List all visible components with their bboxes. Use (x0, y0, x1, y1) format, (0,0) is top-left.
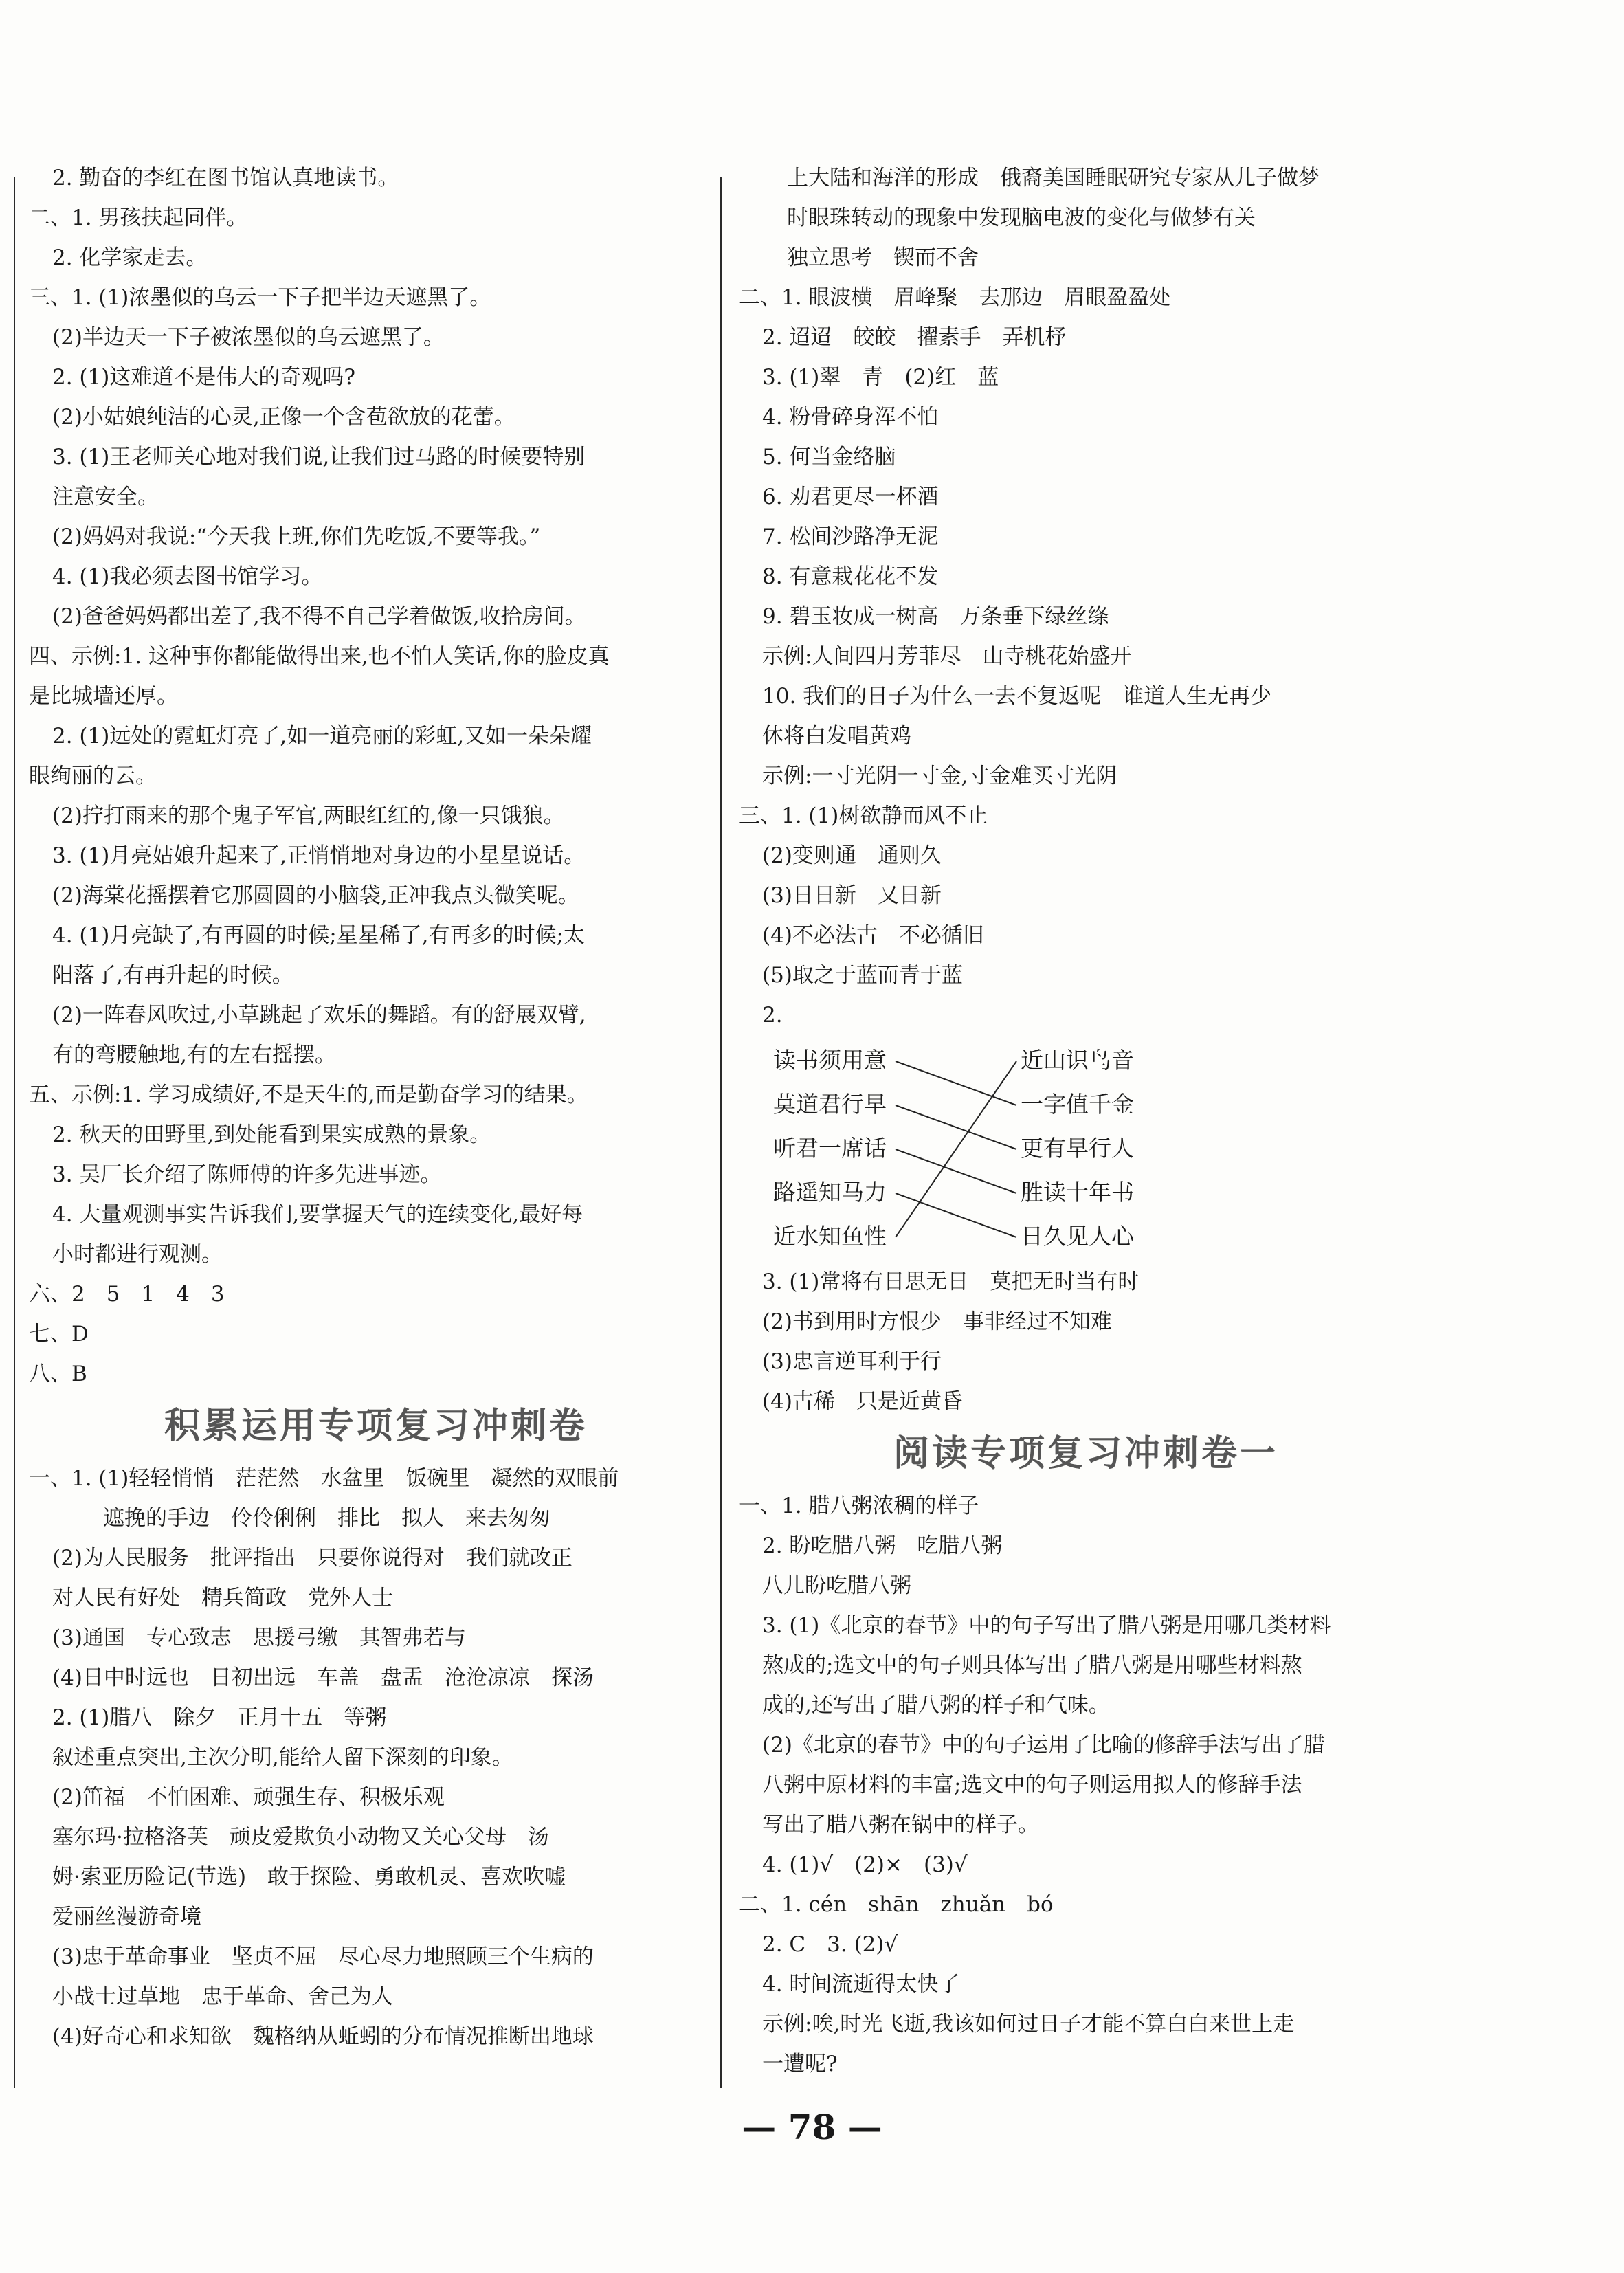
answer-line: 4. (1)月亮缺了,有再圆的时候;星星稀了,有再多的时候;太 (52, 923, 585, 948)
answer-line: 2. (1)远处的霓虹灯亮了,如一道亮丽的彩虹,又如一朵朵耀 (52, 724, 592, 749)
answer-line: 七、D (29, 1322, 89, 1346)
page-footer: — 78 — (742, 2107, 882, 2147)
answer-line: 3. (1)月亮姑娘升起来了,正悄悄地对身边的小星星说话。 (52, 843, 586, 868)
answer-line: 7. 松间沙路净无泥 (762, 524, 939, 549)
answer-line: (4)日中时远也 日初出远 车盖 盘盂 沧沧凉凉 探汤 (52, 1665, 594, 1690)
matching-right-item: 一字值千金 (1021, 1091, 1134, 1118)
answer-line: 4. (1)我必须去图书馆学习。 (52, 564, 323, 589)
answer-line: 眼绚丽的云。 (29, 764, 157, 788)
answer-line: 四、示例:1. 这种事你都能做得出来,也不怕人笑话,你的脸皮真 (29, 644, 610, 669)
left-column (29, 158, 723, 2056)
answer-line: 2. 勤奋的李红在图书馆认真地读书。 (52, 166, 399, 190)
answer-line: 休将白发唱黄鸡 (762, 724, 911, 749)
answer-line: 4. 大量观测事实告诉我们,要掌握天气的连续变化,最好每 (52, 1202, 583, 1227)
answer-line: 六、2 5 1 4 3 (29, 1282, 225, 1307)
answer-line: 一、1. 腊八粥浓稠的样子 (739, 1494, 979, 1518)
matching-left-item: 莫道君行早 (773, 1091, 887, 1118)
section-title: 阅读专项复习冲刺卷一 (893, 1432, 1278, 1474)
answer-line: (2)为人民服务 批评指出 只要你说得对 我们就改正 (52, 1546, 572, 1571)
section-title: 积累运用专项复习冲刺卷 (164, 1405, 588, 1447)
answer-line: (4)古稀 只是近黄昏 (762, 1389, 963, 1414)
matching-left-item: 路遥知马力 (773, 1179, 887, 1206)
answer-line: 三、1. (1)树欲静而风不止 (739, 803, 988, 828)
matching-line (896, 1061, 1016, 1237)
answer-line: (4)不必法古 不必循旧 (762, 923, 984, 948)
answer-line: (3)日日新 又日新 (762, 883, 942, 908)
answer-line: (2)笛福 不怕困难、顽强生存、积极乐观 (52, 1785, 445, 1810)
answer-line: (3)忠言逆耳利于行 (762, 1349, 942, 1374)
answer-line: 对人民有好处 精兵简政 党外人士 (52, 1586, 393, 1610)
answer-line: 3. (1)《北京的春节》中的句子写出了腊八粥是用哪几类材料 (762, 1613, 1331, 1638)
answer-line: 5. 何当金络脑 (762, 445, 896, 469)
answer-line: 遮挽的手边 伶伶俐俐 排比 拟人 来去匆匆 (103, 1506, 550, 1531)
answer-line: (2)一阵春风吹过,小草跳起了欢乐的舞蹈。有的舒展双臂, (52, 1003, 586, 1028)
answer-line: 3. (1)常将有日思无日 莫把无时当有时 (762, 1269, 1139, 1294)
answer-line: 2. 迢迢 皎皎 擢素手 弄机杼 (762, 325, 1067, 350)
answer-line: 八、B (29, 1362, 87, 1386)
matching-line (896, 1193, 1016, 1237)
answer-line: 三、1. (1)浓墨似的乌云一下子把半边天遮黑了。 (29, 285, 491, 310)
answer-line: 有的弯腰触地,有的左右摇摆。 (52, 1043, 336, 1067)
page-number: 78 (788, 2107, 836, 2147)
answer-line: (3)通国 专心致志 思援弓缴 其智弗若与 (52, 1626, 466, 1650)
answer-line: 二、1. 男孩扶起同伴。 (29, 206, 248, 230)
answer-line: 2. (762, 1003, 783, 1028)
answer-line: (2)小姑娘纯洁的心灵,正像一个含苞欲放的花蕾。 (52, 405, 515, 430)
answer-line: 是比城墙还厚。 (29, 684, 178, 709)
answer-line: 二、1. 眼波横 眉峰聚 去那边 眉眼盈盈处 (739, 285, 1171, 310)
answer-line: 八粥中原材料的丰富;选文中的句子则运用拟人的修辞手法 (762, 1773, 1302, 1797)
answer-line: (2)半边天一下子被浓墨似的乌云遮黑了。 (52, 325, 445, 350)
answer-line: 一遭呢? (762, 2052, 838, 2076)
answer-line: (5)取之于蓝而青于蓝 (762, 963, 963, 988)
answer-line: 4. 时间流逝得太快了 (762, 1972, 960, 1997)
answer-line: 示例:一寸光阴一寸金,寸金难买寸光阴 (762, 764, 1117, 788)
answer-line: 注意安全。 (52, 485, 159, 509)
answer-line: 上大陆和海洋的形成 俄裔美国睡眠研究专家从儿子做梦 (787, 166, 1320, 190)
right-column (739, 158, 1433, 2084)
answer-line: 3. (1)翠 青 (2)红 蓝 (762, 365, 999, 390)
answer-line: (2)海棠花摇摆着它那圆圆的小脑袋,正冲我点头微笑呢。 (52, 883, 579, 908)
answer-line: 示例:人间四月芳菲尽 山寺桃花始盛开 (762, 644, 1132, 669)
answer-line: 二、1. cén shān zhuǎn bó (739, 1892, 1054, 1917)
answer-line: 熬成的;选文中的句子则具体写出了腊八粥是用哪些材料熬 (762, 1653, 1302, 1678)
answer-line: (2)拧打雨来的那个鬼子军官,两眼红红的,像一只饿狼。 (52, 803, 565, 828)
answer-line: 4. 粉骨碎身浑不怕 (762, 405, 939, 430)
answer-line: 一、1. (1)轻轻悄悄 茫茫然 水盆里 饭碗里 凝然的双眼前 (29, 1466, 619, 1491)
answer-line: 4. (1)√ (2)× (3)√ (762, 1852, 968, 1877)
matching-left-item: 近水知鱼性 (773, 1223, 887, 1250)
answer-line: 3. (1)王老师关心地对我们说,让我们过马路的时候要特别 (52, 445, 586, 469)
answer-line: 9. 碧玉妆成一树高 万条垂下绿丝绦 (762, 604, 1109, 629)
matching-right-item: 胜读十年书 (1021, 1179, 1134, 1206)
answer-line: 塞尔玛·拉格洛芙 顽皮爱欺负小动物又关心父母 汤 (52, 1825, 549, 1850)
answer-line: (2)变则通 通则久 (762, 843, 942, 868)
answer-line: 五、示例:1. 学习成绩好,不是天生的,而是勤奋学习的结果。 (29, 1083, 588, 1107)
answer-line: (4)好奇心和求知欲 魏格纳从蚯蚓的分布情况推断出地球 (52, 2024, 594, 2049)
answer-line: 10. 我们的日子为什么一去不复返呢 谁道人生无再少 (762, 684, 1272, 709)
matching-right-item: 近山识鸟音 (1021, 1047, 1134, 1074)
answer-line: 独立思考 锲而不舍 (787, 245, 979, 270)
answer-line: 八儿盼吃腊八粥 (762, 1573, 911, 1598)
matching-right-item: 日久见人心 (1021, 1223, 1134, 1250)
answer-line: 3. 吴厂长介绍了陈师傅的许多先进事迹。 (52, 1162, 442, 1187)
matching-line (896, 1061, 1016, 1105)
answer-line: 2. C 3. (2)√ (762, 1932, 898, 1957)
matching-right-item: 更有早行人 (1021, 1135, 1134, 1162)
answer-line: 时眼珠转动的现象中发现脑电波的变化与做梦有关 (787, 206, 1256, 230)
answer-line: 叙述重点突出,主次分明,能给人留下深刻的印象。 (52, 1745, 513, 1770)
answer-line: (2)爸爸妈妈都出差了,我不得不自己学着做饭,收拾房间。 (52, 604, 586, 629)
matching-line (896, 1149, 1016, 1193)
matching-left-item: 听君一席话 (773, 1135, 887, 1162)
answer-line: (3)忠于革命事业 坚贞不屈 尽心尽力地照顾三个生病的 (52, 1944, 594, 1969)
matching-line (896, 1105, 1016, 1149)
answer-line: 8. 有意栽花花不发 (762, 564, 939, 589)
answer-line: (2)《北京的春节》中的句子运用了比喻的修辞手法写出了腊 (762, 1733, 1325, 1758)
answer-line: 2. (1)这难道不是伟大的奇观吗? (52, 365, 355, 390)
answer-line: 2. 化学家走去。 (52, 245, 208, 270)
matching-left-item: 读书须用意 (773, 1047, 887, 1074)
answer-line: 爱丽丝漫游奇境 (52, 1905, 201, 1929)
answer-line: 2. 秋天的田野里,到处能看到果实成熟的景象。 (52, 1122, 491, 1147)
matching-lines (739, 1035, 1433, 1262)
answer-line: 姆·索亚历险记(节选) 敢于探险、勇敢机灵、喜欢吹嘘 (52, 1865, 566, 1889)
left-margin-rule (14, 177, 15, 2088)
answer-line: 2. 盼吃腊八粥 吃腊八粥 (762, 1533, 1003, 1558)
answer-line: (2)书到用时方恨少 事非经过不知难 (762, 1309, 1112, 1334)
answer-line: 小战士过草地 忠于革命、舍己为人 (52, 1984, 393, 2009)
answer-line: 小时都进行观测。 (52, 1242, 223, 1267)
answer-line: 2. (1)腊八 除夕 正月十五 等粥 (52, 1705, 387, 1730)
answer-line: 6. 劝君更尽一杯酒 (762, 485, 939, 509)
matching-exercise (739, 1035, 1433, 1262)
answer-line: 示例:唉,时光飞逝,我该如何过日子才能不算白白来世上走 (762, 2012, 1295, 2037)
answer-line: 写出了腊八粥在锅中的样子。 (762, 1812, 1039, 1837)
answer-line: (2)妈妈对我说:“今天我上班,你们先吃饭,不要等我。” (52, 524, 541, 549)
answer-line: 成的,还写出了腊八粥的样子和气味。 (762, 1693, 1110, 1718)
answer-line: 阳落了,有再升起的时候。 (52, 963, 293, 988)
